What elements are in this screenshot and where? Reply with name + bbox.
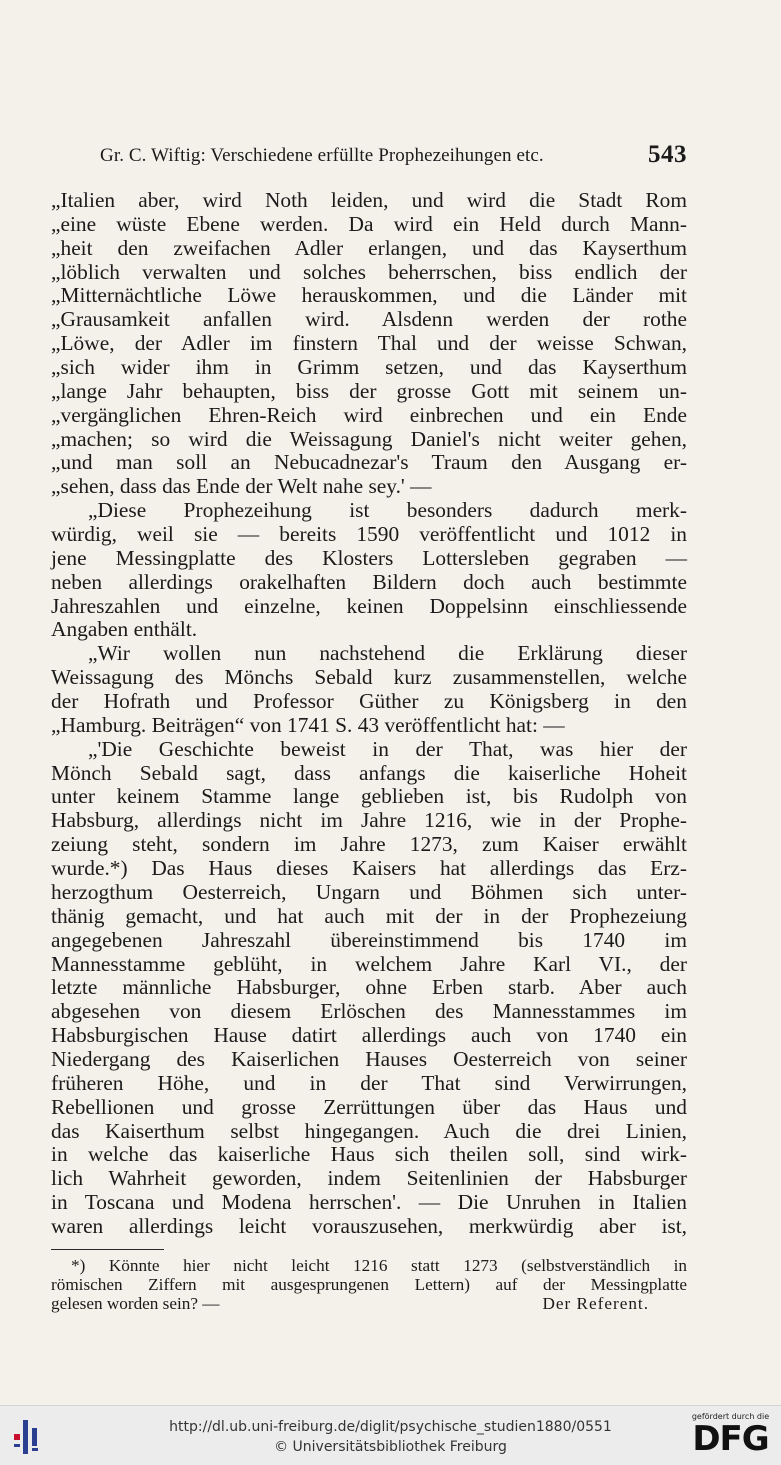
text-line: „sich wider ihm in Grimm setzen, und das Kayserthum: [51, 355, 687, 380]
footnote-line-last: gelesen worden sein? — Der Referent.: [51, 1294, 649, 1313]
text-line: Rebellionen und grosse Zerrüttungen über das Haus und: [51, 1094, 687, 1119]
text-line: „Löwe, der Adler im finstern Thal und der weisse Schwan,: [51, 331, 687, 356]
text-line: Mönch Sebald sagt, dass anfangs die kaiserliche Hoheit: [51, 760, 687, 785]
text-line: abgesehen von diesem Erlöschen des Mannesstammes im: [51, 999, 687, 1024]
dfg-logo: [688, 1412, 773, 1464]
source-url[interactable]: http://dl.ub.uni-freiburg.de/diglit/psychische_studien1880/0551: [169, 1419, 612, 1435]
page-number: 543: [648, 141, 687, 168]
footnote-line: römischen Ziffern mit ausgesprungenen Lettern) auf der Messingplatte: [51, 1275, 687, 1294]
text-line: „Mitternächtliche Löwe herauskommen, und die Länder mit: [51, 283, 687, 308]
text-line: zeiung steht, sondern im Jahre 1273, zum Kaiser erwählt: [51, 832, 687, 857]
text-line: „'Die Geschichte beweist in der That, was hier der: [88, 736, 687, 761]
text-line: „und man soll an Nebucadnezar's Traum den Ausgang er-: [51, 450, 687, 475]
text-line: letzte männliche Habsburger, ohne Erben starb. Aber auch: [51, 975, 687, 1000]
running-header: [100, 141, 690, 171]
footnote: [51, 1256, 687, 1313]
text-line: Habsburg, allerdings nicht im Jahre 1216, wie in der Prophe-: [51, 808, 687, 833]
text-line: „Hamburg. Beiträgen“ von 1741 S. 43 veröffentlicht hat: —: [51, 712, 565, 737]
text-line: wurde.*) Das Haus dieses Kaisers hat allerdings das Erz-: [51, 856, 687, 881]
text-line: das Kaiserthum selbst hingegangen. Auch die drei Linien,: [51, 1118, 687, 1143]
text-line: Mannesstamme geblüht, in welchem Jahre Karl VI., der: [51, 951, 687, 976]
text-line: würdig, weil sie — bereits 1590 veröffentlicht und 1012 in: [51, 522, 687, 547]
text-line: angegebenen Jahreszahl übereinstimmend bis 1740 im: [51, 927, 687, 952]
footnote-signature: Der Referent.: [542, 1294, 649, 1313]
copyright-text: © Universitätsbibliothek Freiburg: [274, 1439, 507, 1455]
text-line: herzogthum Oesterreich, Ungarn und Böhmen sich unter-: [51, 879, 687, 904]
footnote-line: *) Könnte hier nicht leicht 1216 statt 1273 (selbstverständlich in: [71, 1256, 687, 1275]
text-line: der Hofrath und Professor Güther zu Königsberg in den: [51, 689, 687, 714]
text-line: unter keinem Stamme lange geblieben ist, bis Rudolph von: [51, 784, 687, 809]
running-title: Gr. C. Wiftig: Verschiedene erfüllte Prophezeihungen etc.: [100, 145, 544, 166]
text-line: früheren Höhe, und in der That sind Verwirrungen,: [51, 1070, 687, 1095]
text-line: „vergänglichen Ehren-Reich wird einbrechen und ein Ende: [51, 402, 687, 427]
text-line: „Diese Prophezeihung ist besonders dadurch merk-: [88, 498, 687, 523]
text-line: Angaben enthält.: [51, 617, 198, 642]
text-line: „lange Jahr behaupten, biss der grosse Gott mit seinem un-: [51, 378, 687, 403]
footer-bar: [0, 1405, 781, 1465]
footnote-rule: [51, 1249, 164, 1250]
text-line: neben allerdings orakelhaften Bildern doch auch bestimmte: [51, 569, 687, 594]
text-line: „Grausamkeit anfallen wird. Alsdenn werden der rothe: [51, 307, 687, 332]
body-text: [51, 189, 687, 1239]
text-line: „machen; so wird die Weissagung Daniel's nicht weiter gehen,: [51, 426, 687, 451]
text-line: in Toscana und Modena herrschen'. — Die Unruhen in Italien: [51, 1190, 687, 1215]
text-line: Weissagung des Mönchs Sebald kurz zusammenstellen, welche: [51, 665, 687, 690]
text-line: in welche das kaiserliche Haus sich theilen soll, sind wirk-: [51, 1142, 687, 1167]
text-line: „löblich verwalten und solches beherrschen, biss endlich der: [51, 259, 687, 284]
text-line: „Wir wollen nun nachstehend die Erklärung dieser: [88, 641, 687, 666]
text-line: „eine wüste Ebene werden. Da wird ein Held durch Mann-: [51, 211, 687, 236]
text-line: Habsburgischen Hause datirt allerdings auch von 1740 ein: [51, 1023, 687, 1048]
text-line: „Italien aber, wird Noth leiden, und wird die Stadt Rom: [51, 188, 687, 212]
text-line: Jahreszahlen und einzelne, keinen Doppelsinn einschliessende: [51, 593, 687, 618]
text-line: „sehen, dass das Ende der Welt nahe sey.' —: [51, 474, 432, 499]
dfg-wordmark: DFG: [692, 1419, 769, 1459]
dfg-caption: gefördert durch die: [691, 1412, 770, 1421]
text-line: thänig gemacht, und hat auch mit der in der Prophezeiung: [51, 903, 687, 928]
text-line: „heit den zweifachen Adler erlangen, und das Kayserthum: [51, 235, 687, 260]
text-line: jene Messingplatte des Klosters Lottersleben gegraben —: [51, 545, 687, 570]
text-line: lich Wahrheit geworden, indem Seitenlinien der Habsburger: [51, 1166, 687, 1191]
text-line: Niedergang des Kaiserlichen Hauses Oesterreich von seiner: [51, 1046, 687, 1071]
text-line: waren allerdings leicht vorauszusehen, merkwürdig aber ist,: [51, 1213, 687, 1238]
